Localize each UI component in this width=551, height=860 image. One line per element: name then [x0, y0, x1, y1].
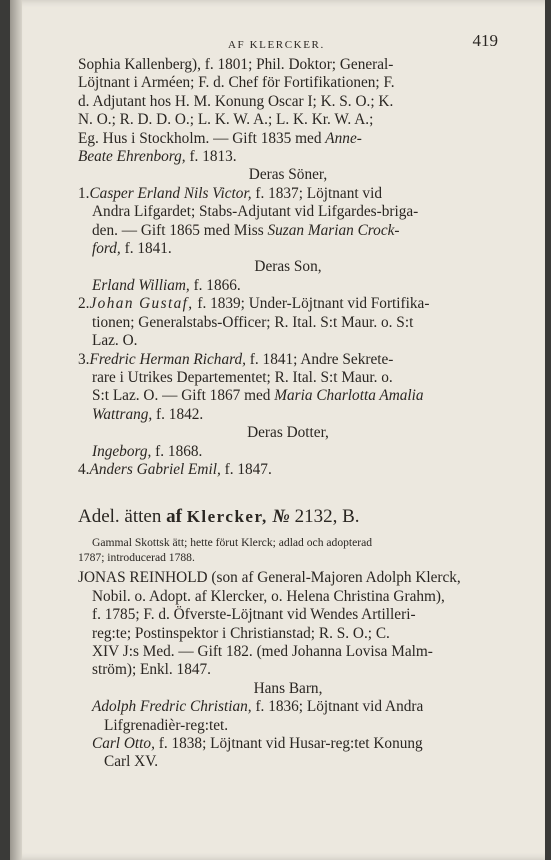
dotter-heading: Deras Dotter, [247, 424, 329, 442]
son-entry-4: 4.Anders Gabriel Emil, f. 1847. [78, 460, 272, 478]
text-line: Laz. O. [92, 332, 138, 350]
son-heading: Deras Son, [254, 258, 322, 276]
text-line: Löjtnant i Arméen; F. d. Chef för Fortifikationen; F. [78, 74, 395, 92]
text-line: Eg. Hus i Stockholm. — Gift 1835 med Anne- [78, 129, 362, 147]
text-line: ford, f. 1841. [92, 240, 172, 258]
text-line: den. — Gift 1865 med Miss Suzan Marian Crock- [92, 221, 400, 239]
page-text [78, 30, 498, 772]
text-line: Wattrang, f. 1842. [92, 405, 204, 423]
running-head [78, 30, 498, 56]
text-line: S:t Laz. O. — Gift 1867 med Maria Charlotta Amalia [92, 387, 424, 405]
page-number: 419 [472, 31, 498, 50]
text-line: Beate Ehrenborg, f. 1813. [78, 148, 237, 166]
text-line: 2.Johan Gustaf, f. 1839; Under-Löjtnant vid Fortifika- [78, 295, 430, 313]
text-line: Carl Otto, f. 1838; Löjtnant vid Husar-reg:tet Konung [92, 735, 423, 752]
son-entry-2 [78, 295, 498, 350]
text-line: 3.Fredric Herman Richard, f. 1841; Andre Sekrete- [78, 350, 394, 368]
family-note: Gammal Skottsk ätt; hette förut Klerck; adlad och adopterad 1787; introducerad 1788. [78, 536, 373, 564]
daughter-entry: Ingeborg, f. 1868. [92, 442, 203, 460]
son-entry-1 [78, 185, 498, 259]
text-line: ström); Enkl. 1847. [92, 661, 211, 679]
text-line: Carl XV. [104, 753, 159, 771]
jonas-entry [78, 569, 498, 679]
text-line: JONAS REINHOLD (son af General-Majoren Adolph Klerck, [78, 569, 461, 587]
text-line: Adolph Fredric Christian, f. 1836; Löjtnant vid Andra [92, 698, 424, 716]
grandson-entry: Erland William, f. 1866. [92, 276, 241, 294]
text-line: reg:te; Postinspektor i Christianstad; R. S. O.; C. [92, 624, 390, 642]
son-entry-3 [78, 351, 498, 425]
text-line: tionen; Generalstabs-Officer; R. Ital. S:t Maur. o. S:t [92, 313, 414, 331]
text-line: rare i Utrikes Departementet; R. Ital. S:t Maur. o. [92, 368, 393, 386]
soner-heading: Deras Söner, [248, 166, 328, 184]
text-line: f. 1785; F. d. Öfverste-Löjtnant vid Wendes Artilleri- [92, 606, 416, 624]
text-line: Lifgrenadièr-reg:tet. [104, 716, 229, 734]
family-section-heading: Adel. ätten af Klercker, № 2132, B. [78, 506, 360, 528]
text-line: Nobil. o. Adopt. af Klercker, o. Helena Christina Grahm), [92, 587, 445, 605]
text-line: Sophia Kallenberg), f. 1801; Phil. Doktor; General- [78, 56, 394, 73]
barn-heading: Hans Barn, [253, 679, 323, 697]
adolph-entry [78, 698, 498, 735]
text-line: XIV J:s Med. — Gift 182. (med Johanna Lovisa Malm- [92, 642, 433, 660]
text-line: d. Adjutant hos H. M. Konung Oscar I; K. S. O.; K. [78, 92, 394, 110]
book-page [10, 0, 545, 860]
carl-entry [78, 735, 498, 772]
text-line: Andra Lifgardet; Stabs-Adjutant vid Lifgardes-briga- [92, 203, 419, 221]
text-line: 1.Casper Erland Nils Victor, f. 1837; Löjtnant vid [78, 184, 382, 202]
entry-block-1 [78, 56, 498, 166]
page-gutter [10, 0, 22, 860]
text-line: N. O.; R. D. D. O.; L. K. W. A.; L. K. Kr. W. A.; [78, 111, 374, 129]
running-head-title: AF KLERCKER. [228, 39, 325, 51]
